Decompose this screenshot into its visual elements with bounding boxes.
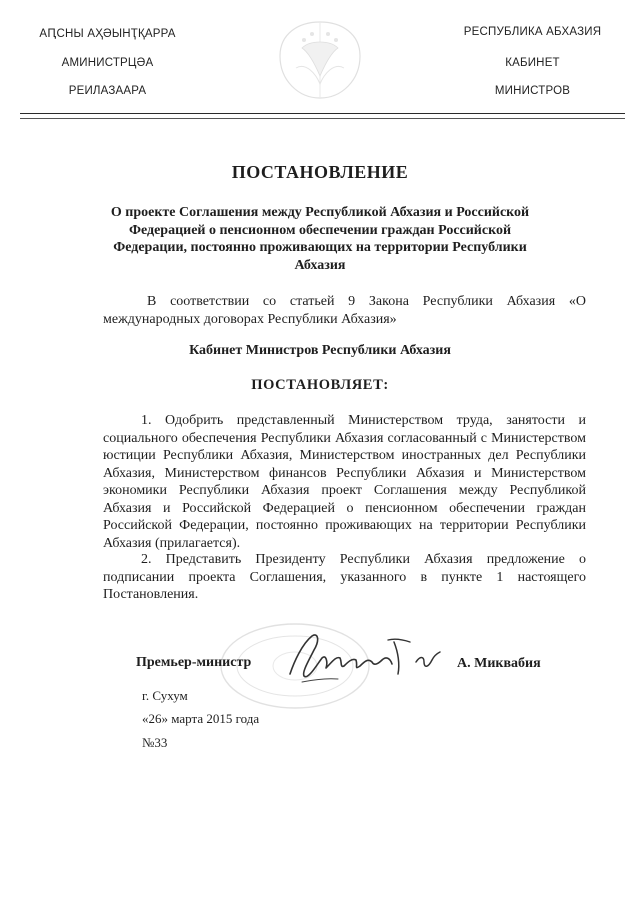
- letterhead-left-line-3: РЕИЛАЗААРА: [68, 85, 147, 97]
- letterhead-right-line-3: МИНИСТРОВ: [494, 85, 571, 97]
- letterhead-left-line-1: АԤСНЫ АҲӘЫНҬҚАРРА: [39, 28, 176, 40]
- document-title: ПОСТАНОВЛЕНИЕ: [231, 162, 409, 182]
- letterhead-left-line-2: АМИНИСТРЦӘА: [61, 57, 154, 69]
- signatory-title: Премьер-министр: [136, 655, 252, 670]
- document-subject: О проекте Соглашения между Республикой Абхазия и Российской Федерацией о пенсионном обеспечении граждан Российской Федерации, постоянно проживающих на территории Республики Абхазия: [110, 205, 530, 273]
- signatory-name: А. Миквабия: [457, 656, 541, 671]
- state-emblem-icon: [272, 18, 368, 102]
- handwritten-signature-icon: [282, 622, 452, 692]
- letterhead-divider: [20, 113, 625, 114]
- letterhead-divider-thin: [20, 118, 625, 119]
- letterhead-right-line-1: РЕСПУБЛИКА АБХАЗИЯ: [463, 26, 602, 38]
- preamble-paragraph: В соответствии со статьей 9 Закона Республики Абхазия «О международных договорах Республики Абхазия»: [103, 294, 586, 327]
- resolves-heading: ПОСТАНОВЛЯЕТ:: [251, 377, 389, 393]
- place-of-signing: г. Сухум: [142, 688, 188, 703]
- cabinet-line: Кабинет Министров Республики Абхазия: [189, 343, 451, 358]
- document-number: №33: [142, 735, 168, 750]
- letterhead-right-line-2: КАБИНЕТ: [505, 57, 560, 69]
- resolution-item-1: 1. Одобрить представленный Министерством труда, занятости и социального обеспечения Республики Абхазия согласованный с Министерством юстиции Республики Абхазия, Министерством иностранных дел Республики Абхазия, Министерством финансов Республики Абхазия и Министерством экономики Республики Абхазия проект Соглашения между Республикой Абхазия и Российской Федерацией о пенсионном обеспечении граждан Российской Федерации, постоянно проживающих на территории Республики Абхазия (прилагается).: [103, 413, 586, 551]
- document-date: «26» марта 2015 года: [142, 711, 260, 726]
- resolution-item-2: 2. Представить Президенту Республики Абхазия предложение о подписании проекта Соглашения, указанного в пункте 1 настоящего Постановления.: [103, 552, 586, 602]
